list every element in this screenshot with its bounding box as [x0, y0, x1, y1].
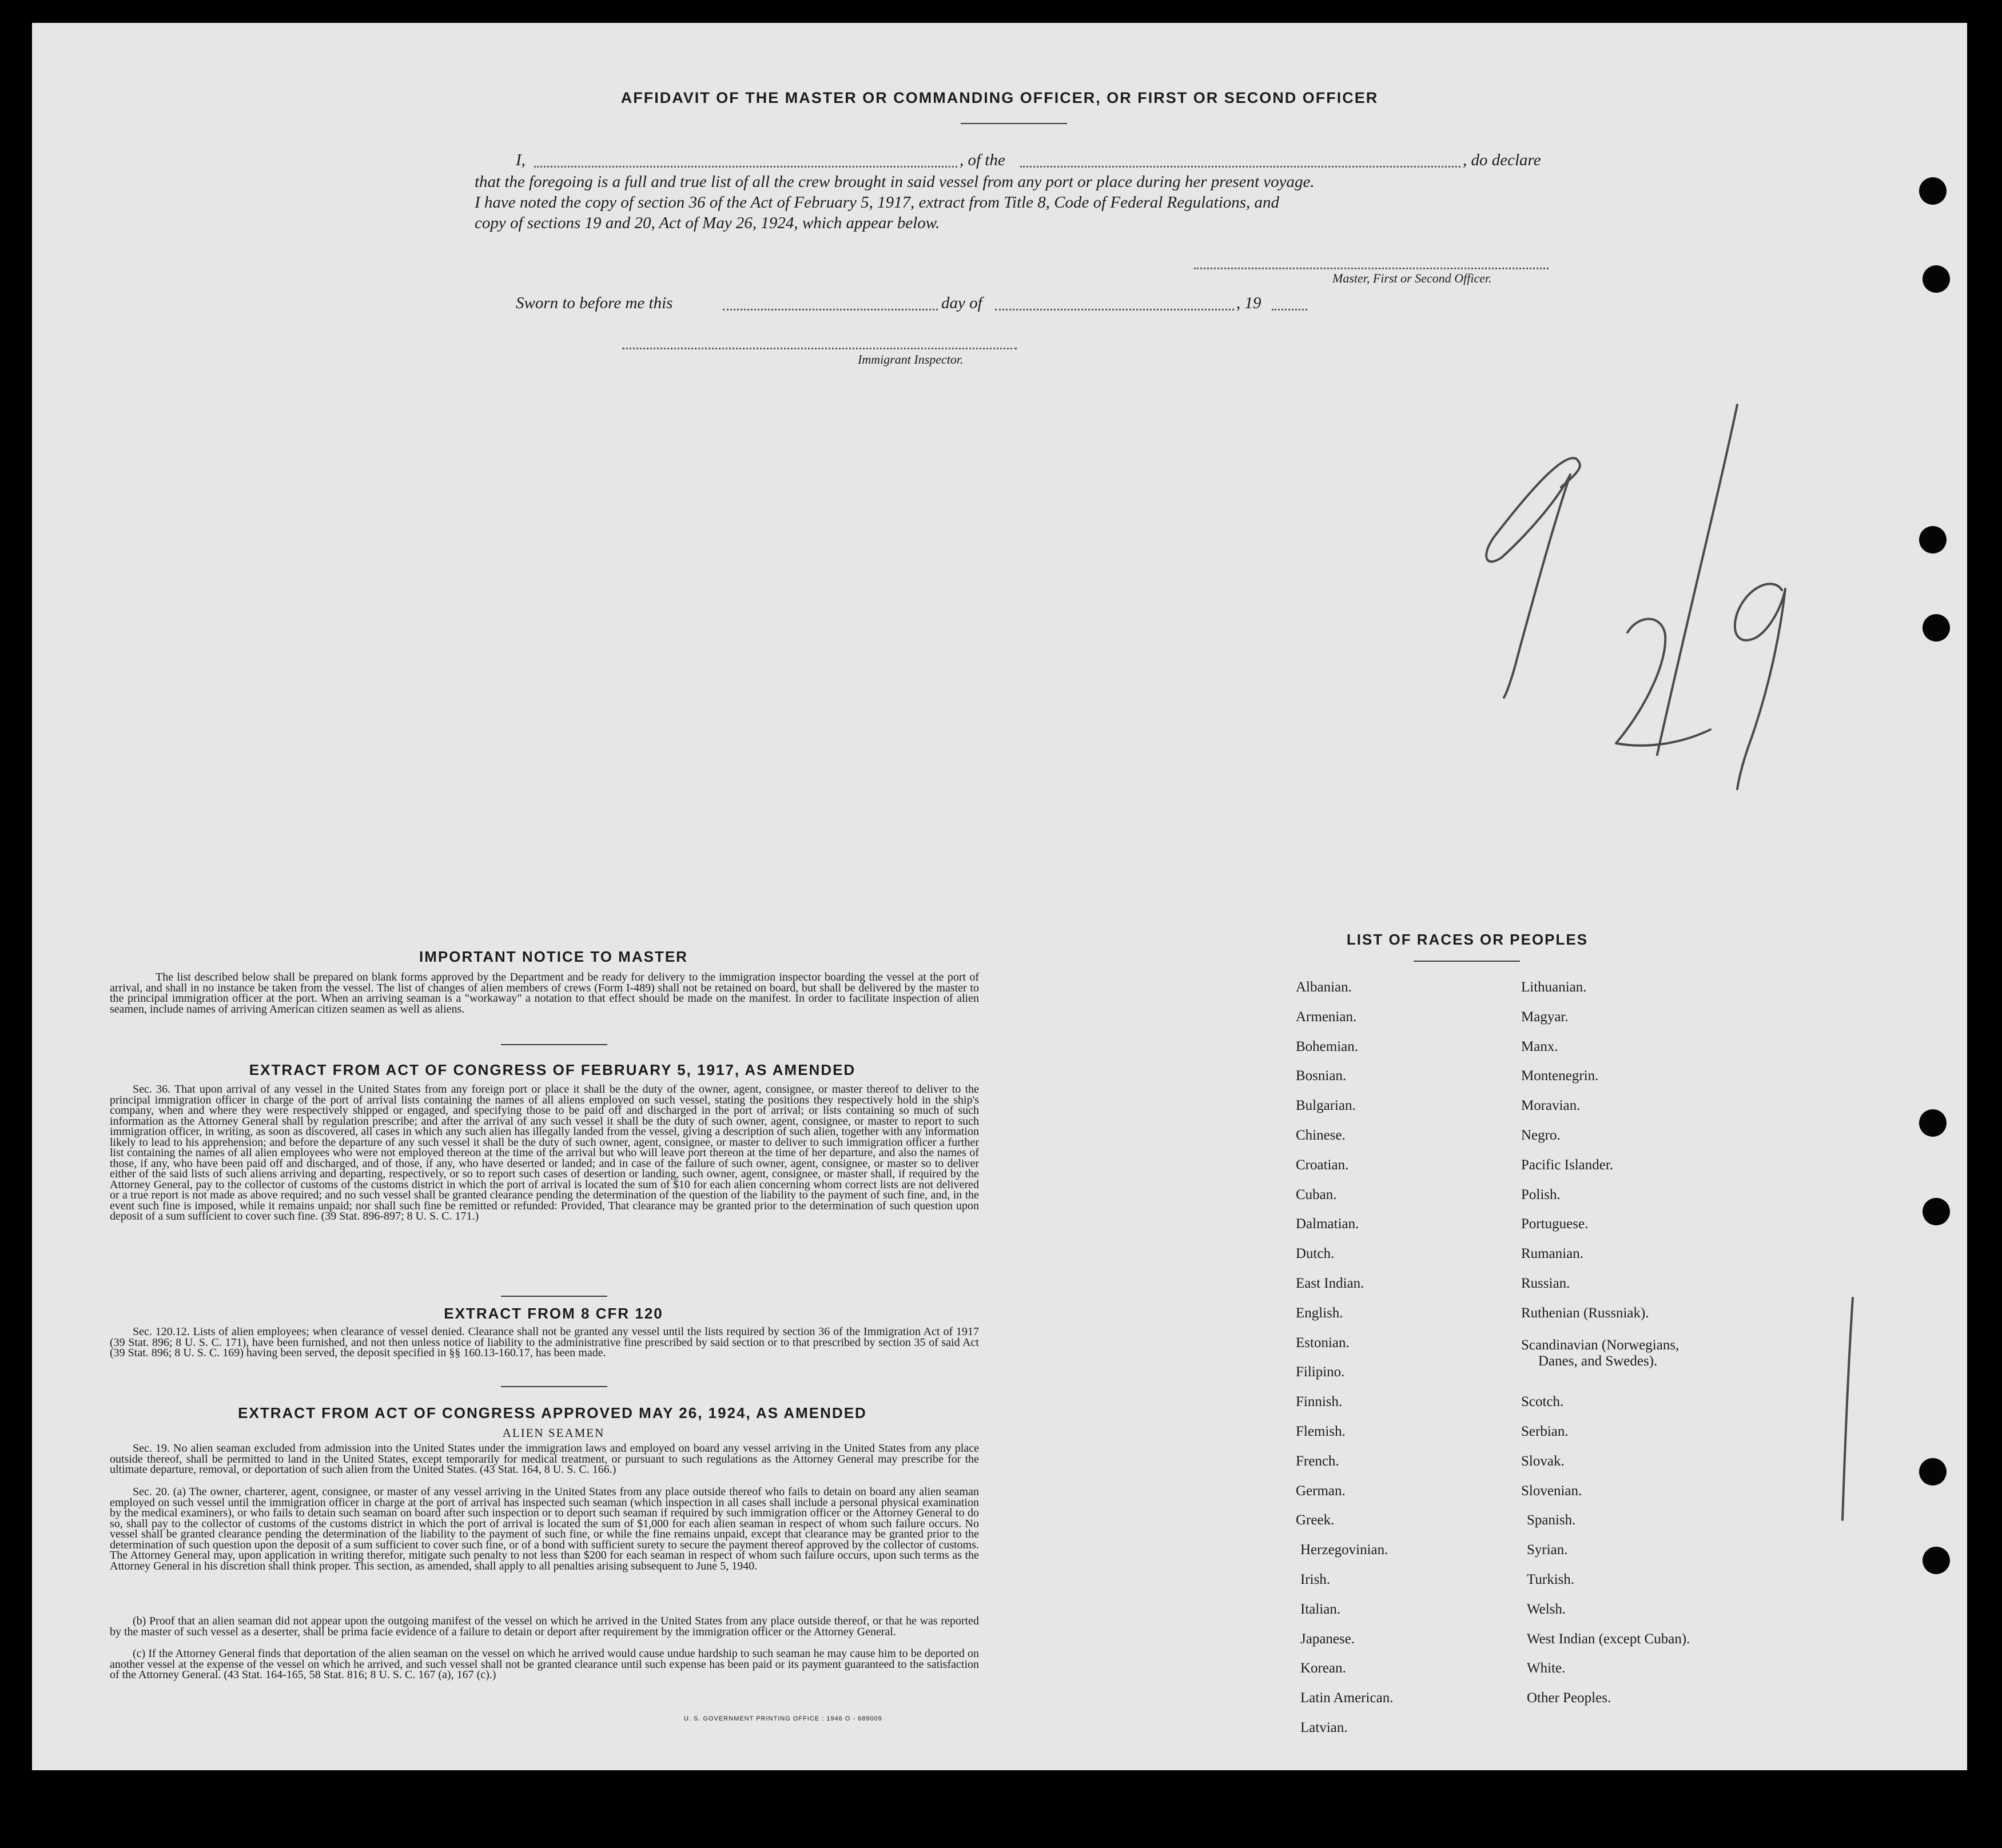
race-item: Croatian.	[1296, 1157, 1349, 1173]
race-item: Bulgarian.	[1296, 1098, 1356, 1114]
sec-20b-text: (b) Proof that an alien seaman did not appear upon the outgoing manifest of the vessel on which he arrived in the United States from any place outside thereof, or that he was reported by the master of such vessel as a deserter, shall be prima facie evidence of a failure to detain or deport after requirement by the immigration officer or the Attorney General.	[110, 1615, 979, 1638]
handwritten-date-mark	[1486, 405, 1785, 789]
race-item: Greek.	[1296, 1512, 1335, 1528]
divider	[1414, 961, 1520, 962]
race-item: Bosnian.	[1296, 1068, 1347, 1084]
document-page	[32, 23, 1967, 1770]
race-item: Spanish.	[1527, 1512, 1576, 1528]
race-item: Negro.	[1521, 1128, 1561, 1143]
race-item: Slovak.	[1521, 1453, 1565, 1469]
race-item: Armenian.	[1296, 1009, 1357, 1025]
divider	[501, 1044, 607, 1045]
race-item-continuation: Danes, and Swedes).	[1538, 1353, 1658, 1369]
race-item: Turkish.	[1527, 1572, 1575, 1587]
race-item: Filipino.	[1296, 1364, 1345, 1380]
race-item: Slovenian.	[1521, 1483, 1582, 1499]
race-item: Estonian.	[1296, 1335, 1350, 1351]
race-item: Moravian.	[1521, 1098, 1581, 1114]
race-item: Finnish.	[1296, 1394, 1343, 1410]
notice-title: IMPORTANT NOTICE TO MASTER	[419, 948, 688, 965]
do-declare-label: , do declare	[1463, 151, 1541, 169]
race-item: Rumanian.	[1521, 1246, 1584, 1262]
race-item: Bohemian.	[1296, 1038, 1359, 1054]
inspector-label: Immigrant Inspector.	[858, 352, 964, 367]
race-item: Dutch.	[1296, 1246, 1335, 1262]
declaration-line-4: copy of sections 19 and 20, Act of May 26, 1924, which appear below.	[475, 214, 940, 232]
extract-1924-title: EXTRACT FROM ACT OF CONGRESS APPROVED MAY 26, 1924, AS AMENDED	[238, 1404, 867, 1421]
extract-1917-text	[110, 1084, 979, 1222]
race-item: Albanian.	[1296, 979, 1352, 995]
sec-20a-text: Sec. 20. (a) The owner, charterer, agent, consignee, or master of any vessel arriving in the United States from any place outside thereof who fails to detain on board any alien seaman employed on such vessel until the immigration officer in charge at the port of arrival has inspected such seaman (which inspection in all cases shall include a personal physical examination by the medical examiners), or who fails to detain such seaman on board after such inspection or to deport such seaman if required by such immigration officer or the Attorney General to do so, shall pay to the collector of customs of the customs district in which the port of arrival is located the sum of $1,000 for each alien seaman in respect of whom such failure occurs. No vessel shall be granted clearance pending the determination of the liability to the payment of such fine, or while the fine remains unpaid, except that clearance may be granted prior to the determination of such question upon the deposit of a sum sufficient to cover such fine, or of a bond with sufficient surety to secure the payment thereof approved by the collector of customs. The Attorney General may, upon application in writing therefor, mitigate such penalty to not less than $200 for each seaman in respect of whom such failure occurs, upon such terms as the Attorney General in his discretion shall think proper. This section, as amended, shall apply to all penalties arising subsequent to June 5, 1940.	[110, 1485, 979, 1572]
handwritten-tally-mark	[1842, 1298, 1853, 1520]
section-text: That upon arrival of any vessel in the United States from any foreign port or place it shall be the duty of the owner, agent, consignee, or master thereof to deliver to the principal immigration officer in charge of the port of arrival lists containing the names of all aliens employed on such vessel, stating the positions they respectively hold in the ship's company, when and where they were respectively shipped or engaged, and specifying those to be paid off and discharged in the port of arrival; or lists containing so much of such information as the Attorney General shall by regulation prescribe; and after the arrival of any such vessel it shall be the duty of such owner, agent, consignee, or master to report to such immigration officer, in writing, as soon as discovered, all cases in which any such alien has illegally landed from the vessel, giving a description of such alien, together with any information likely to lead to his apprehension; and before the departure of any such vessel it shall be the duty of such owner, agent, consignee, or master to deliver to such immigration officer a further list containing the names of all alien employees who were not employed thereon at the time of the arrival but who will leave port thereon at the time of her departure, and also the names of those, if any, who have been paid off and discharged, and of those, if any, who have deserted or landed; and in case of the failure of such owner, agent, consignee, or master so to deliver either of the said lists of such aliens arriving and departing, respectively, or so to report such cases of desertion or landing, such owner, agent, consignee, or master shall, if required by the Attorney General, pay to the collector of customs of the customs district in which the port of arrival is located the sum of $10 for each alien concerning whom correct lists are not delivered or a true report is not made as above required; and no such vessel shall be granted clearance pending the determination of the question of the liability to the payment of such fine, and, in the event such fine is imposed, while it remains unpaid; nor shall such fine be remitted or refunded: Provided, That clearance may be granted prior to the determination of such question upon deposit of a sum sufficient to cover such fine. (39 Stat. 896-897; 8 U. S. C. 171.)	[110, 1083, 979, 1222]
race-item: Portuguese.	[1521, 1216, 1589, 1232]
race-item: Flemish.	[1296, 1424, 1346, 1439]
race-item: English.	[1296, 1305, 1343, 1321]
divider	[501, 1296, 607, 1297]
race-item: Herzegovinian.	[1300, 1542, 1388, 1558]
race-item: White.	[1527, 1660, 1566, 1676]
race-item: Other Peoples.	[1527, 1690, 1611, 1706]
race-item: Polish.	[1521, 1186, 1561, 1202]
race-item: French.	[1296, 1453, 1339, 1469]
notice-text: The list described below shall be prepared on blank forms approved by the Department and be ready for delivery to the immigration inspector boarding the vessel at the port of arrival, and shall in no instance be taken from the vessel. The list of changes of alien members of crews (Form I-489) shall not be retained on board, but shall be delivered by the master to the principal immigration officer at the port. When an arriving seaman is a "workaway" a notation to that effect should be made on the manifest. In order to facilitate inspection of alien seamen, include names of arriving American citizen seamen as well as aliens.	[110, 971, 979, 1015]
race-item: Latin American.	[1300, 1690, 1394, 1706]
race-item: Scotch.	[1521, 1394, 1564, 1410]
race-item: West Indian (except Cuban).	[1527, 1631, 1690, 1647]
race-item: Magyar.	[1521, 1009, 1569, 1025]
section-label: Sec. 36.	[133, 1083, 171, 1096]
sworn-label: Sworn to before me this	[516, 294, 673, 312]
declaration-line-3: I have noted the copy of section 36 of the Act of February 5, 1917, extract from Title 8, Code of Federal Regulations, and	[475, 193, 1280, 212]
master-signature-label: Master, First or Second Officer.	[1332, 271, 1492, 285]
race-item: Irish.	[1300, 1572, 1331, 1587]
sec-20c-text: (c) If the Attorney General finds that deportation of the alien seaman on the vessel on which he arrived would cause undue hardship to such seaman he may cause him to be deported on another vessel at the expense of the vessel on which he arrived, and such vessel shall not be granted clearance until such expense has been paid or its payment guaranteed to the satisfaction of the Attorney General. (43 Stat. 164-165, 58 Stat. 816; 8 U. S. C. 167 (a), 167 (c).)	[110, 1647, 979, 1681]
race-item: Manx.	[1521, 1038, 1558, 1054]
i-label: I,	[516, 151, 526, 169]
handwritten-slash	[1657, 405, 1737, 755]
of-the-label: , of the	[960, 151, 1005, 169]
race-item: East Indian.	[1296, 1276, 1364, 1291]
extract-1917-title: EXTRACT FROM ACT OF CONGRESS OF FEBRUARY 5, 1917, AS AMENDED	[249, 1061, 856, 1078]
day-of-label: day of	[941, 294, 982, 312]
race-item: Chinese.	[1296, 1128, 1346, 1143]
extract-cfr-title: EXTRACT FROM 8 CFR 120	[444, 1305, 663, 1322]
race-item: Pacific Islander.	[1521, 1157, 1614, 1173]
race-item: German.	[1296, 1483, 1346, 1499]
race-item: Cuban.	[1296, 1186, 1337, 1202]
section-text: Lists of alien employees; when clearance of vessel denied. Clearance shall not be granted any vessel until the lists required by section 36 of the Immigration Act of 1917 (39 Stat. 896; 8 U. S. C. 171), have been furnished, and not then unless notice of liability to the administrative fine prescribed by said section or to that prescribed by section 35 of said Act (39 Stat. 896; 8 U. S. C. 169) having been served, the deposit specified in §§ 160.13-160.17, has been made.	[110, 1325, 980, 1359]
race-item: Dalmatian.	[1296, 1216, 1359, 1232]
handwritten-digit-9-second	[1735, 584, 1785, 789]
race-item: Italian.	[1300, 1601, 1341, 1617]
races-title: LIST OF RACES OR PEOPLES	[1346, 931, 1589, 948]
extract-cfr-text	[110, 1327, 979, 1359]
alien-seamen-subtitle: ALIEN SEAMEN	[502, 1426, 605, 1440]
declaration-line-2: that the foregoing is a full and true list of all the crew brought in said vessel from any port or place during her present voyage.	[475, 173, 1315, 191]
race-item: Lithuanian.	[1521, 979, 1587, 995]
printer-imprint: U. S. GOVERNMENT PRINTING OFFICE : 1946 O - 689009	[684, 1715, 882, 1722]
affidavit-title: AFFIDAVIT OF THE MASTER OR COMMANDING OFFICER, OR FIRST OR SECOND OFFICER	[620, 89, 1379, 106]
year-label: , 19	[1236, 294, 1261, 312]
handwritten-digit-9	[1486, 458, 1580, 698]
race-item: Latvian.	[1300, 1720, 1348, 1735]
race-item: Japanese.	[1300, 1631, 1355, 1647]
sec-19-text: Sec. 19. No alien seaman excluded from admission into the United States under the immigration laws and employed on board any vessel arriving in the United States from any place outside thereof, shall be permitted to land in the United States, except temporarily for medical treatment, or pursuant to such regulations as the Attorney General may prescribe for the ultimate departure, removal, or deportation of such alien from the United States. (43 Stat. 164, 8 U. S. C. 166.)	[110, 1442, 979, 1476]
race-item: Korean.	[1300, 1660, 1346, 1676]
race-item: Scandinavian (Norwegians,	[1521, 1337, 1679, 1353]
divider	[501, 1386, 607, 1387]
race-item: Montenegrin.	[1521, 1068, 1599, 1084]
race-item: Welsh.	[1527, 1601, 1566, 1617]
race-item: Syrian.	[1527, 1542, 1568, 1558]
race-item: Serbian.	[1521, 1424, 1569, 1439]
race-item: Russian.	[1521, 1276, 1570, 1291]
section-label: Sec. 120.12.	[133, 1325, 190, 1338]
race-item: Ruthenian (Russniak).	[1521, 1305, 1649, 1321]
